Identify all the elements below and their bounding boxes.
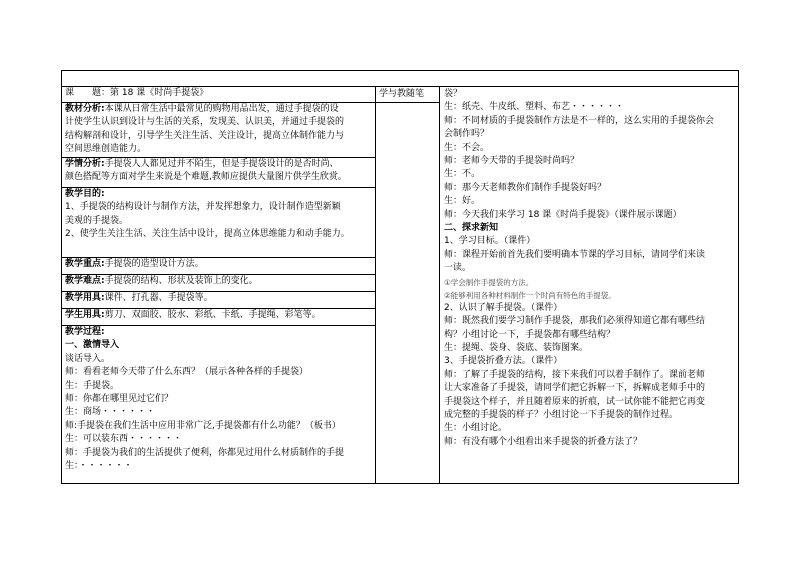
process-row xyxy=(62,326,375,481)
notes-label: 学与教随笔 xyxy=(379,89,425,99)
right-line: 师：课程开始前首先我们要明确本节课的学习目标，请同学们来读 xyxy=(444,249,706,260)
goal-line: 2、使学生关注生活、关注生活中设计，提高立体思维能力和动手能力。 xyxy=(65,229,350,240)
right-line: 师：不同材质的手提袋制作方法是不一样的，这么实用的手提袋你会 xyxy=(444,115,715,126)
goal-line: 1、手提袋的结构设计与制作方法，并发挥想象力，设计制作造型新颖 xyxy=(65,202,341,213)
process-line: 生：手提袋。 xyxy=(65,380,120,391)
analysis-line: 空间思维创造能力。 xyxy=(65,144,147,155)
analysis-line: 计使学生认识到设计与生活的关系，发现美、认识美，并通过手提袋的 xyxy=(65,117,345,128)
right-line: 3、手提袋折叠方法。（课件） xyxy=(444,356,563,367)
right-line: 会制作吗？ xyxy=(444,129,490,140)
student-analysis-label: 学情分析: xyxy=(65,159,105,169)
student-analysis-line: 手提袋人人都见过并不陌生，但是手提袋设计的是否时尚、 xyxy=(104,159,339,169)
tools-label: 教学用具: xyxy=(65,293,105,303)
student-tools-row xyxy=(62,309,375,326)
process-line: 生：・・・・・・ xyxy=(65,461,133,472)
notes-header xyxy=(376,87,440,103)
right-line: 构？小组讨论一下，手提袋都有哪些结构？ xyxy=(444,329,616,340)
difficulty-text: 手提袋的结构、形状及装饰上的变化。 xyxy=(104,276,258,286)
lesson-plan-table xyxy=(61,70,739,484)
process-line: 师：你都在哪里见过它们？ xyxy=(65,394,174,405)
tools-row xyxy=(62,292,375,309)
process-heading: 一、激情导入 xyxy=(65,340,120,351)
right-line: 生：不会。 xyxy=(444,142,490,153)
right-line: 让大家准备了手提袋，请同学们把它拆解一下，拆解成老师手中的 xyxy=(444,383,706,394)
right-line: 师：有没有哪个小组看出来手提袋的折叠方法了？ xyxy=(444,436,643,447)
student-tools-text: 剪刀、双面胶、胶水、彩纸、卡纸、手提绳、彩笔等。 xyxy=(104,310,321,320)
right-line: 师：老师今天带的手提袋时尚吗？ xyxy=(444,156,580,167)
key-point-label: 教学重点: xyxy=(65,259,105,269)
right-line: 师：今天我们来学习 18 课《时尚手提袋》（课件展示课题） xyxy=(444,209,682,220)
right-line: 生：好。 xyxy=(444,196,481,207)
right-line: 生：提绳、袋身、袋底、装饰图案。 xyxy=(444,342,589,353)
analysis-line: 结构解剖和设计，引导学生关注生活、关注设计，提高立体制作能力与 xyxy=(65,130,345,141)
title-label: 课 题： xyxy=(65,88,111,98)
analysis-label: 教材分析: xyxy=(65,104,105,114)
key-point-row xyxy=(62,258,375,275)
process-line: 师：看看老师今天带了什么东西？（展示各种各样的手提袋） xyxy=(65,367,309,378)
right-line: 2、认识了解手提袋。（课件） xyxy=(444,302,563,313)
student-tools-label: 学生用具: xyxy=(65,310,105,320)
left-column xyxy=(62,87,376,483)
right-line: 生：小组讨论。 xyxy=(444,423,508,434)
process-line: 生：商场・・・・・・ xyxy=(65,407,156,418)
student-analysis-row xyxy=(62,158,375,188)
process-label: 教学过程: xyxy=(65,327,105,337)
right-line: 师：既然我们要学习制作手提袋，那我们必须得知道它都有哪些结 xyxy=(444,316,706,327)
right-line: 一读。 xyxy=(444,263,472,274)
goals-row xyxy=(62,188,375,258)
right-line: 1、学习目标。（课件） xyxy=(444,236,536,247)
lesson-title: 第 18 课《时尚手提袋》 xyxy=(110,88,209,98)
right-line: 生：不。 xyxy=(444,169,481,180)
process-line: 师：手提袋为我们的生活提供了便利，你都见过用什么材质制作的手提 xyxy=(65,447,345,458)
difficulty-label: 教学难点: xyxy=(65,276,105,286)
top-blank-row xyxy=(62,71,738,87)
right-line: 生：纸壳、牛皮纸、塑料、布艺・・・・・・ xyxy=(444,102,625,113)
difficulty-row xyxy=(62,275,375,292)
title-row xyxy=(62,87,375,103)
process-line: 师:手提袋在我们生活中应用非常广泛,手提袋都有什么功能？（板书） xyxy=(65,420,341,431)
goal-line: 美观的手提袋。 xyxy=(65,215,129,226)
goals-label: 教学目的: xyxy=(65,189,105,199)
objective-line: ①学会制作手提袋的方法。 xyxy=(444,277,534,287)
right-line: 手提袋这个样子，并且随着原来的折痕，试一试你能不能把它再变 xyxy=(444,396,706,407)
right-column xyxy=(440,87,738,483)
notes-column xyxy=(376,103,440,483)
right-line: 袋？ xyxy=(444,89,463,99)
objective-line: ②能够利用各种材料制作一个时尚有特色的手提袋。 xyxy=(444,290,616,300)
right-heading: 二、探求新知 xyxy=(444,223,499,234)
right-line: 成完整的手提袋的样子？小组讨论一下手提袋的制作过程。 xyxy=(444,409,679,420)
process-line: 谈话导入。 xyxy=(65,353,111,364)
tools-text: 课件、打孔器、手提袋等。 xyxy=(104,293,213,303)
student-analysis-line: 颜色搭配等方面对学生来说是个难题,教师应提供大量图片供学生欣赏。 xyxy=(65,172,347,183)
process-line: 生：可以装东西・・・・・・ xyxy=(65,434,183,445)
key-point-text: 手提袋的造型设计方法。 xyxy=(104,259,204,269)
right-line: 师：那今天老师教你们制作手提袋好吗？ xyxy=(444,182,607,193)
right-line: 师：了解了手提袋的结构，接下来我们可以着手制作了。课前老师 xyxy=(444,369,706,380)
analysis-row xyxy=(62,103,375,158)
analysis-line: 本课从日常生活中最常见的购物用品出发，通过手提袋的设 xyxy=(104,104,339,114)
